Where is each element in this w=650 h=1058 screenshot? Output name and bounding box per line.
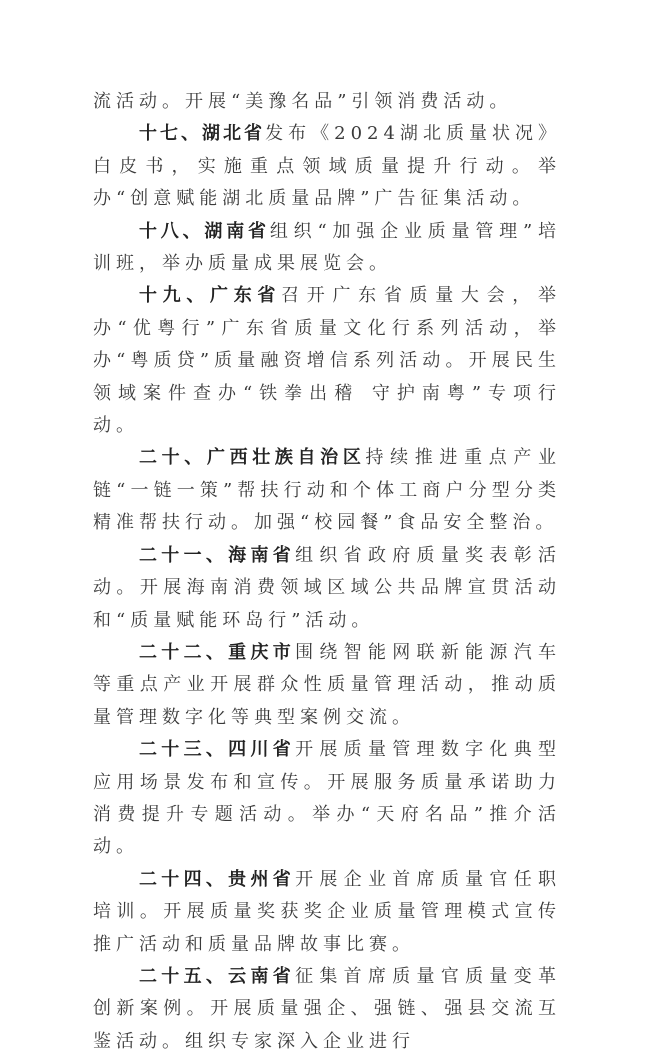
paragraph-hunan [93, 216, 561, 281]
paragraph-body: 组织“加强企业质量管理”培训班，举办质量成果展览会。 [93, 220, 562, 275]
paragraph-body: 组织省政府质量奖表彰活动。开展海南消费领域区域公共品牌宣贯活动和“质量赋能环岛行”活动。 [93, 544, 562, 631]
paragraph-lead: 二十二、重庆市 [139, 641, 296, 663]
paragraph-chongqing [93, 637, 561, 734]
paragraph-body: 开展质量管理数字化典型应用场景发布和宣传。开展服务质量承诺助力消费提升专题活动。举办“天府名品”推介活动。 [93, 739, 562, 858]
paragraph-body: 流活动。开展“美豫名品”引领消费活动。 [93, 91, 513, 112]
paragraph-lead: 二十、广西壮族自治区 [139, 447, 366, 469]
paragraph-lead: 二十四、贵州省 [139, 868, 296, 890]
paragraph-body: 召开广东省质量大会，举办“优粤行”广东省质量文化行系列活动，举办“粤质贷”质量融资增信系列活动。开展民生领域案件查办“铁拳出稽 守护南粤”专项行动。 [93, 285, 561, 437]
paragraph-lead: 二十三、四川省 [139, 739, 296, 761]
paragraph-hainan [93, 540, 561, 637]
paragraph-body: 持续推进重点产业链“一链一策”帮扶行动和个体工商户分型分类精准帮扶行动。加强“校园餐”食品安全整治。 [93, 447, 562, 534]
paragraph-lead: 十八、湖南省 [139, 220, 270, 242]
paragraph-lead: 二十一、海南省 [139, 544, 296, 566]
paragraph-lead: 二十五、云南省 [139, 965, 296, 987]
document-page [93, 86, 561, 1058]
paragraph-guangdong [93, 280, 561, 442]
paragraph-continued-henan [93, 86, 561, 118]
paragraph-hubei [93, 118, 561, 215]
paragraph-sichuan [93, 734, 561, 864]
paragraph-yunnan [93, 961, 561, 1058]
paragraph-lead: 十七、湖北省 [139, 123, 266, 145]
paragraph-guizhou [93, 864, 561, 961]
paragraph-lead: 十九、广东省 [139, 285, 282, 307]
paragraph-guangxi [93, 442, 561, 539]
paragraph-body: 发布《2024湖北质量状况》白皮书，实施重点领域质量提升行动。举办“创意赋能湖北质量品牌”广告征集活动。 [93, 123, 562, 210]
paragraph-body: 围绕智能网联新能源汽车等重点产业开展群众性质量管理活动，推动质量管理数字化等典型案例交流。 [93, 641, 562, 728]
paragraph-body: 开展企业首席质量官任职培训。开展质量奖获奖企业质量管理模式宣传推广活动和质量品牌故事比赛。 [93, 868, 562, 955]
paragraph-body: 征集首席质量官质量变革创新案例。开展质量强企、强链、强县交流互鉴活动。组织专家深入企业进行 [93, 965, 562, 1052]
